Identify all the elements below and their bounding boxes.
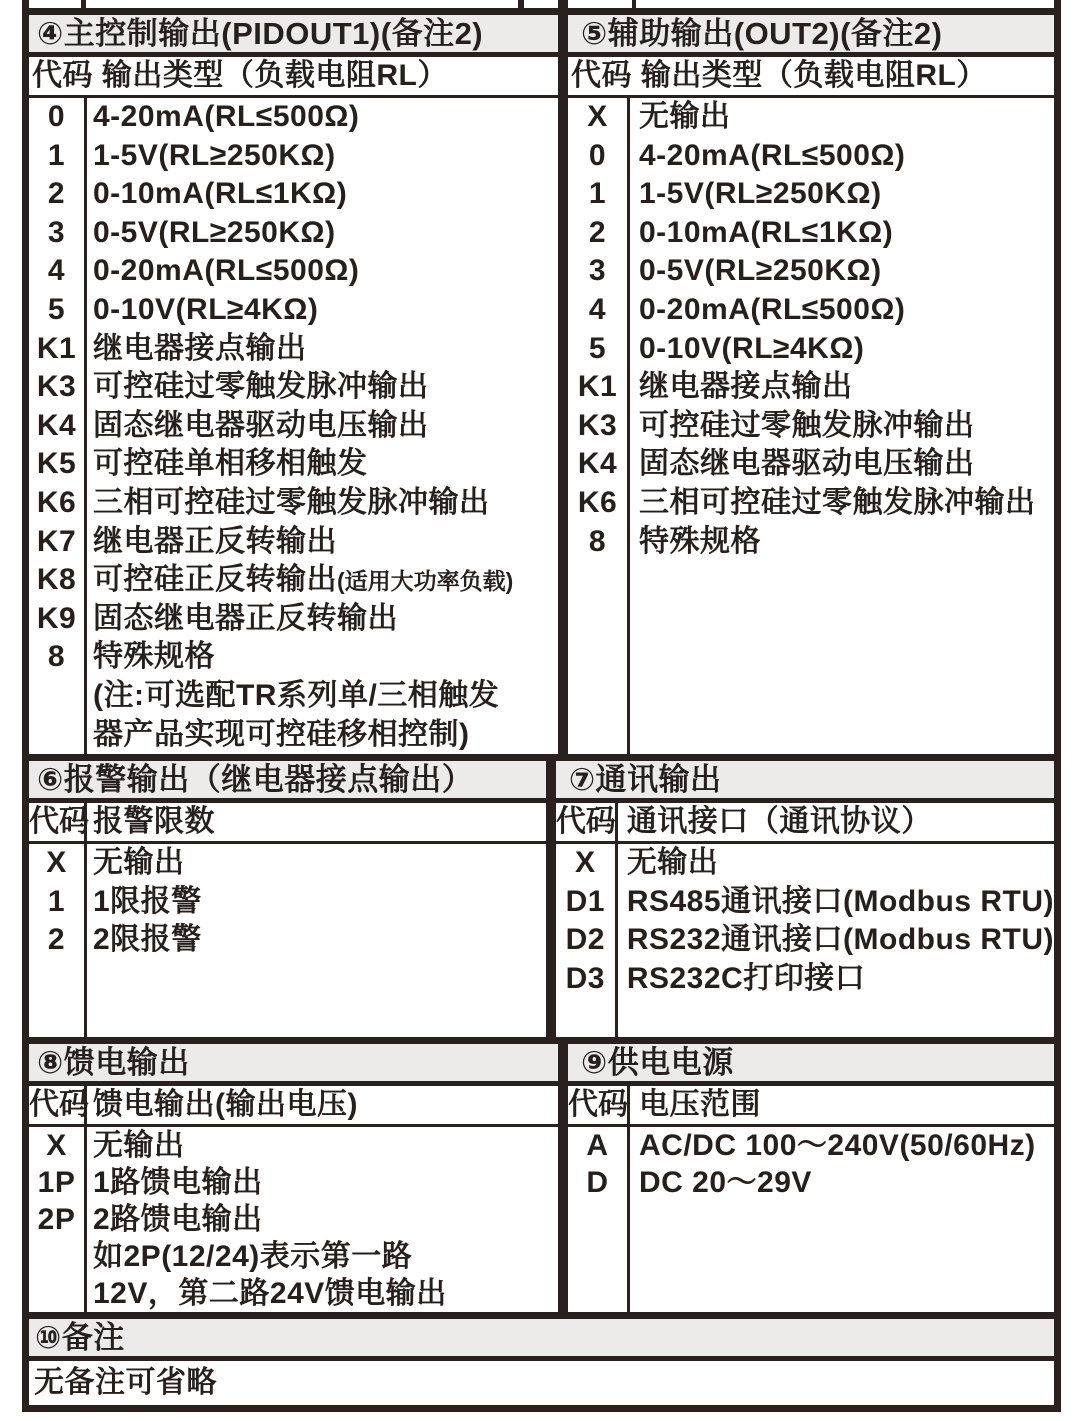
- code-cell: K9: [36, 601, 77, 635]
- description-cell: 1-5V(RL≥250KΩ): [93, 138, 336, 172]
- description-cell: 无输出: [626, 846, 719, 879]
- code-column: [29, 1127, 87, 1312]
- description-cell: RS485通讯接口(Modbus RTU): [626, 884, 1054, 918]
- feed-output-rows: [29, 1127, 558, 1312]
- code-cell: 2: [47, 923, 66, 957]
- code-cell: 8: [47, 640, 66, 674]
- description-column: [87, 1127, 558, 1312]
- description-cell: 固态继电器正反转输出: [93, 601, 398, 635]
- code-cell: K1: [577, 370, 618, 404]
- selection-table: [22, 0, 1061, 1412]
- cut-off-previous-row: [29, 0, 1054, 8]
- code-column: [556, 844, 618, 1037]
- description-cell: 继电器接点输出: [639, 370, 853, 404]
- desc-header: 馈电输出(输出电压): [93, 1088, 358, 1121]
- column-header-power-supply: [568, 1086, 1054, 1124]
- code-cell: 5: [588, 331, 607, 365]
- description-column: [87, 844, 546, 1037]
- description-cell: 0-10V(RL≥4KΩ): [639, 331, 865, 365]
- comm-output-rows: [556, 844, 1054, 1037]
- description-column: [630, 1127, 1054, 1312]
- description-cell: 4-20mA(RL≤500Ω): [93, 100, 360, 133]
- section-title-remark: ⑩备注: [29, 1319, 1054, 1356]
- code-header: 代码: [556, 803, 618, 841]
- section-title-comm-output: ⑦通讯输出: [556, 761, 1054, 798]
- code-cell: K7: [36, 524, 77, 558]
- divider: [546, 761, 556, 1037]
- code-cell: K4: [577, 447, 618, 481]
- description-note: (适用大功率负载): [337, 568, 514, 595]
- description-cell: 0-20mA(RL≤500Ω): [93, 254, 360, 288]
- code-column: [29, 844, 87, 1037]
- code-header: 代码: [29, 1086, 87, 1124]
- column-header-aux-output: 代码 输出类型（负载电阻RL）: [571, 59, 987, 92]
- section-aux-output: [568, 15, 1054, 754]
- description-cell: 器产品实现可控硅移相控制): [93, 717, 470, 751]
- description-cell: DC 20～29V: [639, 1166, 812, 1199]
- code-cell: A: [586, 1129, 609, 1162]
- column-header-main-output: 代码 输出类型（负载电阻RL）: [32, 59, 448, 92]
- code-cell: X: [46, 1129, 67, 1162]
- divider: [81, 0, 86, 8]
- description-cell: 继电器正反转输出: [93, 524, 337, 558]
- code-cell: X: [587, 100, 608, 133]
- description-cell: 无输出: [639, 100, 731, 133]
- divider: [632, 0, 636, 8]
- description-cell: 0-10V(RL≥4KΩ): [93, 292, 319, 326]
- desc-header: 电压范围: [639, 1088, 761, 1121]
- code-cell: X: [575, 846, 596, 879]
- description-cell: 12V，第二路24V馈电输出: [93, 1277, 447, 1310]
- description-cell: AC/DC 100～240V(50/60Hz): [639, 1129, 1036, 1162]
- code-cell: 2P: [37, 1203, 76, 1236]
- description-cell: 2路馈电输出: [93, 1203, 263, 1236]
- divider: [518, 0, 524, 8]
- section-title-feed-output: ⑧馈电输出: [29, 1044, 558, 1081]
- code-cell: D1: [565, 884, 605, 918]
- description-cell: 可控硅过零触发脉冲输出: [639, 408, 975, 442]
- description-cell: 特殊规格: [639, 524, 761, 558]
- code-cell: 2: [588, 215, 607, 249]
- divider: [558, 15, 568, 754]
- section-feed-power: [29, 1044, 1054, 1312]
- code-cell: K5: [36, 447, 77, 481]
- description-cell: 2限报警: [93, 923, 202, 957]
- code-column: [568, 98, 630, 754]
- code-cell: 0: [588, 138, 607, 172]
- code-cell: 8: [588, 524, 607, 558]
- description-cell: 特殊规格: [93, 640, 215, 674]
- divider: [558, 0, 568, 8]
- section-main-output: [29, 15, 558, 754]
- code-cell: X: [46, 846, 67, 879]
- remark-note: 无备注可省略: [34, 1366, 217, 1399]
- description-column: [87, 98, 558, 754]
- description-cell: 1路馈电输出: [93, 1166, 263, 1199]
- aux-output-rows: [568, 98, 1054, 754]
- code-cell: D2: [565, 923, 605, 957]
- code-header: 代码: [568, 1086, 630, 1124]
- description-cell: 4-20mA(RL≤500Ω): [639, 138, 906, 172]
- code-cell: 5: [47, 292, 66, 326]
- description-cell: 固态继电器驱动电压输出: [93, 408, 429, 442]
- section-title-alarm-output: ⑥报警输出（继电器接点输出）: [29, 761, 546, 798]
- code-cell: 4: [47, 254, 66, 288]
- desc-header: 通讯接口（通讯协议）: [626, 805, 932, 838]
- section-title-main-output: ④主控制输出(PIDOUT1)(备注2): [29, 15, 558, 52]
- code-cell: 1: [47, 138, 66, 172]
- code-cell: [29, 716, 84, 755]
- description-cell: 0-10mA(RL≤1KΩ): [93, 177, 348, 211]
- description-cell: (注:可选配TR系列单/三相触发: [93, 678, 500, 712]
- code-cell: 4: [588, 292, 607, 326]
- description-cell: 如2P(12/24)表示第一路: [93, 1240, 413, 1273]
- code-cell: K1: [36, 331, 77, 365]
- code-cell: 3: [47, 215, 66, 249]
- description-cell: 三相可控硅过零触发脉冲输出: [93, 485, 490, 519]
- code-cell: 0: [47, 100, 66, 133]
- section-power-supply: [568, 1044, 1054, 1312]
- column-header-feed-output: [29, 1086, 558, 1124]
- description-cell: 继电器接点输出: [93, 331, 307, 365]
- code-cell: K6: [36, 485, 77, 519]
- description-cell: RS232通讯接口(Modbus RTU): [626, 923, 1054, 957]
- section-feed-output: [29, 1044, 558, 1312]
- code-cell: 1P: [37, 1166, 76, 1199]
- section-title-aux-output: ⑤辅助输出(OUT2)(备注2): [568, 15, 1054, 52]
- desc-header: 报警限数: [93, 805, 215, 838]
- description-cell: 0-20mA(RL≤500Ω): [639, 292, 906, 326]
- description-column: [630, 98, 1054, 754]
- code-column: [568, 1127, 630, 1312]
- code-cell: K4: [36, 408, 77, 442]
- divider: [29, 754, 1054, 761]
- main-output-rows: [29, 98, 558, 754]
- description-cell: 无输出: [93, 846, 185, 879]
- code-cell: D3: [565, 961, 605, 995]
- power-supply-rows: [568, 1127, 1054, 1312]
- section-comm-output: [556, 761, 1054, 1037]
- code-cell: K3: [36, 370, 77, 404]
- description-cell: 0-10mA(RL≤1KΩ): [639, 215, 894, 249]
- description-cell: 0-5V(RL≥250KΩ): [639, 254, 882, 288]
- description-cell: 固态继电器驱动电压输出: [639, 447, 975, 481]
- description-cell: 可控硅过零触发脉冲输出: [93, 370, 429, 404]
- code-cell: 1: [47, 884, 66, 918]
- column-header-comm-output: [556, 803, 1054, 841]
- code-cell: 2: [47, 177, 66, 211]
- code-cell: [29, 677, 84, 716]
- divider: [29, 1037, 1054, 1044]
- code-column: [29, 98, 87, 754]
- divider: [558, 1044, 568, 1312]
- code-cell: K8: [36, 563, 77, 597]
- description-cell: 0-5V(RL≥250KΩ): [93, 215, 336, 249]
- code-cell: K3: [577, 408, 618, 442]
- column-header-alarm-output: [29, 803, 546, 841]
- description-cell: 可控硅正反转输出(适用大功率负载): [93, 563, 514, 597]
- section-main-aux-output: [29, 15, 1054, 754]
- divider: [29, 8, 1054, 15]
- section-alarm-comm-output: [29, 761, 1054, 1037]
- section-alarm-output: [29, 761, 546, 1037]
- description-cell: 无输出: [93, 1129, 185, 1162]
- description-cell: 1-5V(RL≥250KΩ): [639, 177, 882, 211]
- description-cell: RS232C打印接口: [626, 961, 866, 995]
- code-cell: K6: [577, 485, 618, 519]
- code-header: 代码: [29, 803, 87, 841]
- code-cell: 1: [588, 177, 607, 211]
- divider: [29, 1312, 1054, 1319]
- code-cell: 3: [588, 254, 607, 288]
- description-cell: 三相可控硅过零触发脉冲输出: [639, 485, 1036, 519]
- code-cell: D: [586, 1166, 609, 1199]
- code-cell: [29, 1238, 84, 1275]
- description-cell: 1限报警: [93, 884, 202, 918]
- alarm-output-rows: [29, 844, 546, 1037]
- description-column: [618, 844, 1054, 1037]
- description-cell: 可控硅单相移相触发: [93, 447, 368, 481]
- code-cell: [29, 1275, 84, 1312]
- section-title-power-supply: ⑨供电电源: [568, 1044, 1054, 1081]
